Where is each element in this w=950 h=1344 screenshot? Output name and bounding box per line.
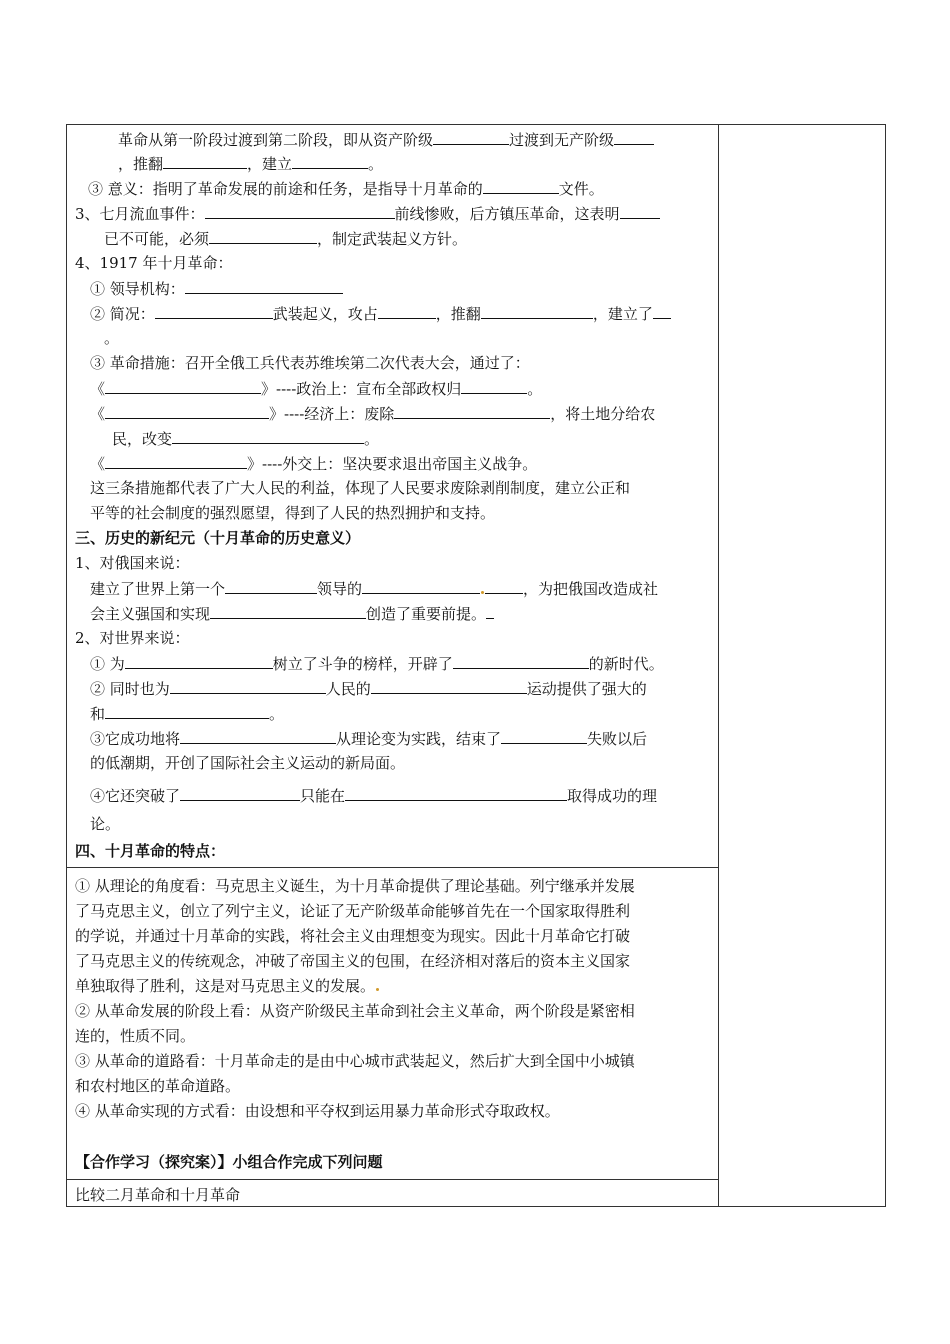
text-line — [90, 728, 647, 749]
text: ，建立 — [247, 155, 293, 173]
text: ，推翻 — [118, 155, 164, 173]
text-line — [75, 901, 630, 921]
text-line — [75, 1051, 635, 1071]
text: ③ 革命措施：召开全俄工兵代表苏维埃第二次代表大会，通过了： — [90, 354, 530, 372]
text: 这三条措施都代表了广大人民的利益，体现了人民要求废除剥削制度，建立公正和 — [90, 479, 631, 497]
text: 《 — [90, 380, 106, 398]
text: 1、对俄国来说： — [75, 554, 190, 572]
text: ① 为 — [90, 655, 125, 673]
text: 。 — [364, 430, 380, 448]
text: 运动提供了强大的 — [526, 680, 647, 698]
blank — [180, 785, 300, 801]
text: ② 简况： — [90, 305, 155, 323]
blank — [225, 578, 317, 594]
row-divider — [66, 1179, 719, 1180]
text: 4、1917 年十月革命： — [75, 254, 233, 272]
text-line — [118, 153, 383, 174]
text: 失败以后 — [587, 730, 648, 748]
blank — [362, 578, 480, 594]
text-line — [90, 678, 647, 699]
blank — [461, 378, 527, 394]
blank — [614, 129, 654, 145]
text: ③ 意义：指明了革命发展的前途和任务，是指导十月革命的 — [88, 180, 483, 198]
blank — [210, 603, 366, 619]
blank — [105, 403, 269, 419]
text-line — [75, 1185, 240, 1205]
text: ① 领导机构： — [90, 280, 185, 298]
text-line — [75, 1076, 240, 1096]
text-line — [75, 1101, 560, 1121]
text: 过渡到无产阶级 — [509, 131, 615, 149]
text: 了马克思主义的传统观念，冲破了帝国主义的包围，在经济相对落后的资本主义国家 — [75, 952, 631, 970]
blank — [170, 678, 326, 694]
text: 武装起义，攻占 — [272, 305, 378, 323]
text-line — [75, 926, 630, 946]
text: 革命从第一阶段过渡到第二阶段，即从资产阶级 — [118, 131, 434, 149]
text: 民，改变 — [112, 430, 173, 448]
text-line — [75, 876, 635, 896]
text-line — [104, 328, 119, 348]
text: 前线惨败，后方镇压革命，这表明 — [394, 205, 620, 223]
section-heading — [75, 528, 360, 548]
text-line — [90, 378, 542, 399]
text: ④它还突破了 — [90, 787, 181, 805]
text: 3、七月流血事件： — [75, 205, 205, 223]
text: 2、对世界来说： — [75, 629, 190, 647]
text-line — [90, 353, 530, 373]
text: ② 同时也为 — [90, 680, 170, 698]
text: 的新时代。 — [588, 655, 664, 673]
blank — [501, 728, 587, 744]
text: 三、历史的新纪元（十月革命的历史意义） — [75, 529, 361, 547]
text: 会主义强国和实现 — [90, 605, 211, 623]
stray-dot — [481, 591, 484, 594]
blank — [345, 785, 567, 801]
text-line — [90, 303, 671, 324]
blank — [653, 303, 671, 319]
text-line — [75, 553, 190, 573]
blank — [172, 428, 364, 444]
text: 的低潮期，开创了国际社会主义运动的新局面。 — [90, 754, 406, 772]
blank — [371, 678, 527, 694]
text: 从理论变为实践，结束了 — [336, 730, 502, 748]
text-line — [75, 976, 380, 996]
text-line — [90, 653, 664, 674]
text: 文件。 — [558, 180, 604, 198]
text: 四、十月革命的特点： — [75, 842, 226, 860]
text: 创造了重要前提。 — [366, 605, 487, 623]
text-line — [90, 278, 343, 299]
text-line — [90, 603, 494, 624]
text-line — [75, 253, 233, 273]
blank — [105, 378, 261, 394]
blank — [185, 278, 343, 294]
section-heading — [75, 841, 225, 861]
text: 。 — [527, 380, 543, 398]
text: 。 — [368, 155, 384, 173]
text-line — [90, 453, 537, 474]
text-line — [90, 703, 284, 724]
text: 。 — [104, 329, 120, 347]
text: 》----经济上：废除 — [269, 405, 395, 423]
text-line — [75, 1001, 635, 1021]
text-line — [104, 228, 467, 249]
text-line — [112, 428, 379, 449]
blank — [125, 653, 273, 669]
text: 和农村地区的革命道路。 — [75, 1077, 241, 1095]
blank — [485, 578, 523, 594]
blank — [180, 728, 336, 744]
text: 论。 — [90, 815, 121, 833]
text: ② 从革命发展的阶段上看：从资产阶级民主革命到社会主义革命，两个阶段是紧密相 — [75, 1002, 635, 1020]
text-line — [90, 814, 120, 834]
text: ，将土地分给农 — [550, 405, 656, 423]
text-line — [90, 478, 630, 498]
text: 领导的 — [317, 580, 363, 598]
text: ，建立了 — [592, 305, 653, 323]
text: 《 — [90, 405, 106, 423]
text: 比较二月革命和十月革命 — [75, 1186, 241, 1204]
blank — [209, 228, 317, 244]
text: 。 — [269, 705, 285, 723]
text: 《 — [90, 455, 106, 473]
column-divider — [718, 124, 719, 1207]
blank — [486, 603, 494, 619]
blank — [105, 703, 269, 719]
text: 建立了世界上第一个 — [90, 580, 226, 598]
text: 【合作学习（探究案）】小组合作完成下列问题 — [75, 1153, 383, 1171]
text: 平等的社会制度的强烈愿望，得到了人民的热烈拥护和支持。 — [90, 504, 496, 522]
row-divider — [66, 867, 719, 868]
text: ③ 从革命的道路看：十月革命走的是由中心城市武装起义，然后扩大到全国中小城镇 — [75, 1052, 635, 1070]
text: 树立了斗争的榜样，开辟了 — [272, 655, 453, 673]
text: 已不可能，必须 — [104, 230, 210, 248]
blank — [394, 403, 550, 419]
text-line — [118, 129, 654, 150]
text-line — [75, 951, 630, 971]
stray-dot — [376, 988, 379, 991]
text: 》----政治上：宣布全部政权归 — [261, 380, 462, 398]
text: ① 从理论的角度看：马克思主义诞生，为十月革命提供了理论基础。列宁继承并发展 — [75, 877, 635, 895]
text: ④ 从革命实现的方式看：由设想和平夺权到运用暴力革命形式夺取政权。 — [75, 1102, 560, 1120]
text: 了马克思主义，创立了列宁主义，论证了无产阶级革命能够首先在一个国家取得胜利 — [75, 902, 631, 920]
blank — [483, 178, 559, 194]
blank — [481, 303, 593, 319]
blank — [163, 153, 247, 169]
text: 》----外交上：坚决要求退出帝国主义战争。 — [247, 455, 538, 473]
text: 只能在 — [300, 787, 346, 805]
blank — [433, 129, 509, 145]
blank — [105, 453, 247, 469]
text-line — [75, 203, 660, 224]
text: 和 — [90, 705, 106, 723]
text: ，为把俄国改造成社 — [523, 580, 659, 598]
text-line — [90, 753, 405, 773]
blank — [205, 203, 395, 219]
blank — [378, 303, 436, 319]
text-line — [90, 578, 658, 599]
section-heading — [75, 1152, 383, 1172]
text-line — [90, 785, 657, 806]
text: 人民的 — [325, 680, 371, 698]
text: ，推翻 — [435, 305, 481, 323]
blank — [155, 303, 273, 319]
text: 单独取得了胜利，这是对马克思主义的发展。 — [75, 977, 376, 995]
blank — [620, 203, 660, 219]
text-line — [88, 178, 604, 199]
text: 连的，性质不同。 — [75, 1027, 196, 1045]
text-line — [90, 503, 495, 523]
text-line — [75, 628, 190, 648]
blank — [292, 153, 368, 169]
blank — [453, 653, 589, 669]
text-line — [90, 403, 655, 424]
text-line — [75, 1026, 195, 1046]
text: ③它成功地将 — [90, 730, 181, 748]
text: ，制定武装起义方针。 — [317, 230, 468, 248]
text: 的学说，并通过十月革命的实践，将社会主义由理想变为现实。因此十月革命它打破 — [75, 927, 631, 945]
text: 取得成功的理 — [567, 787, 658, 805]
